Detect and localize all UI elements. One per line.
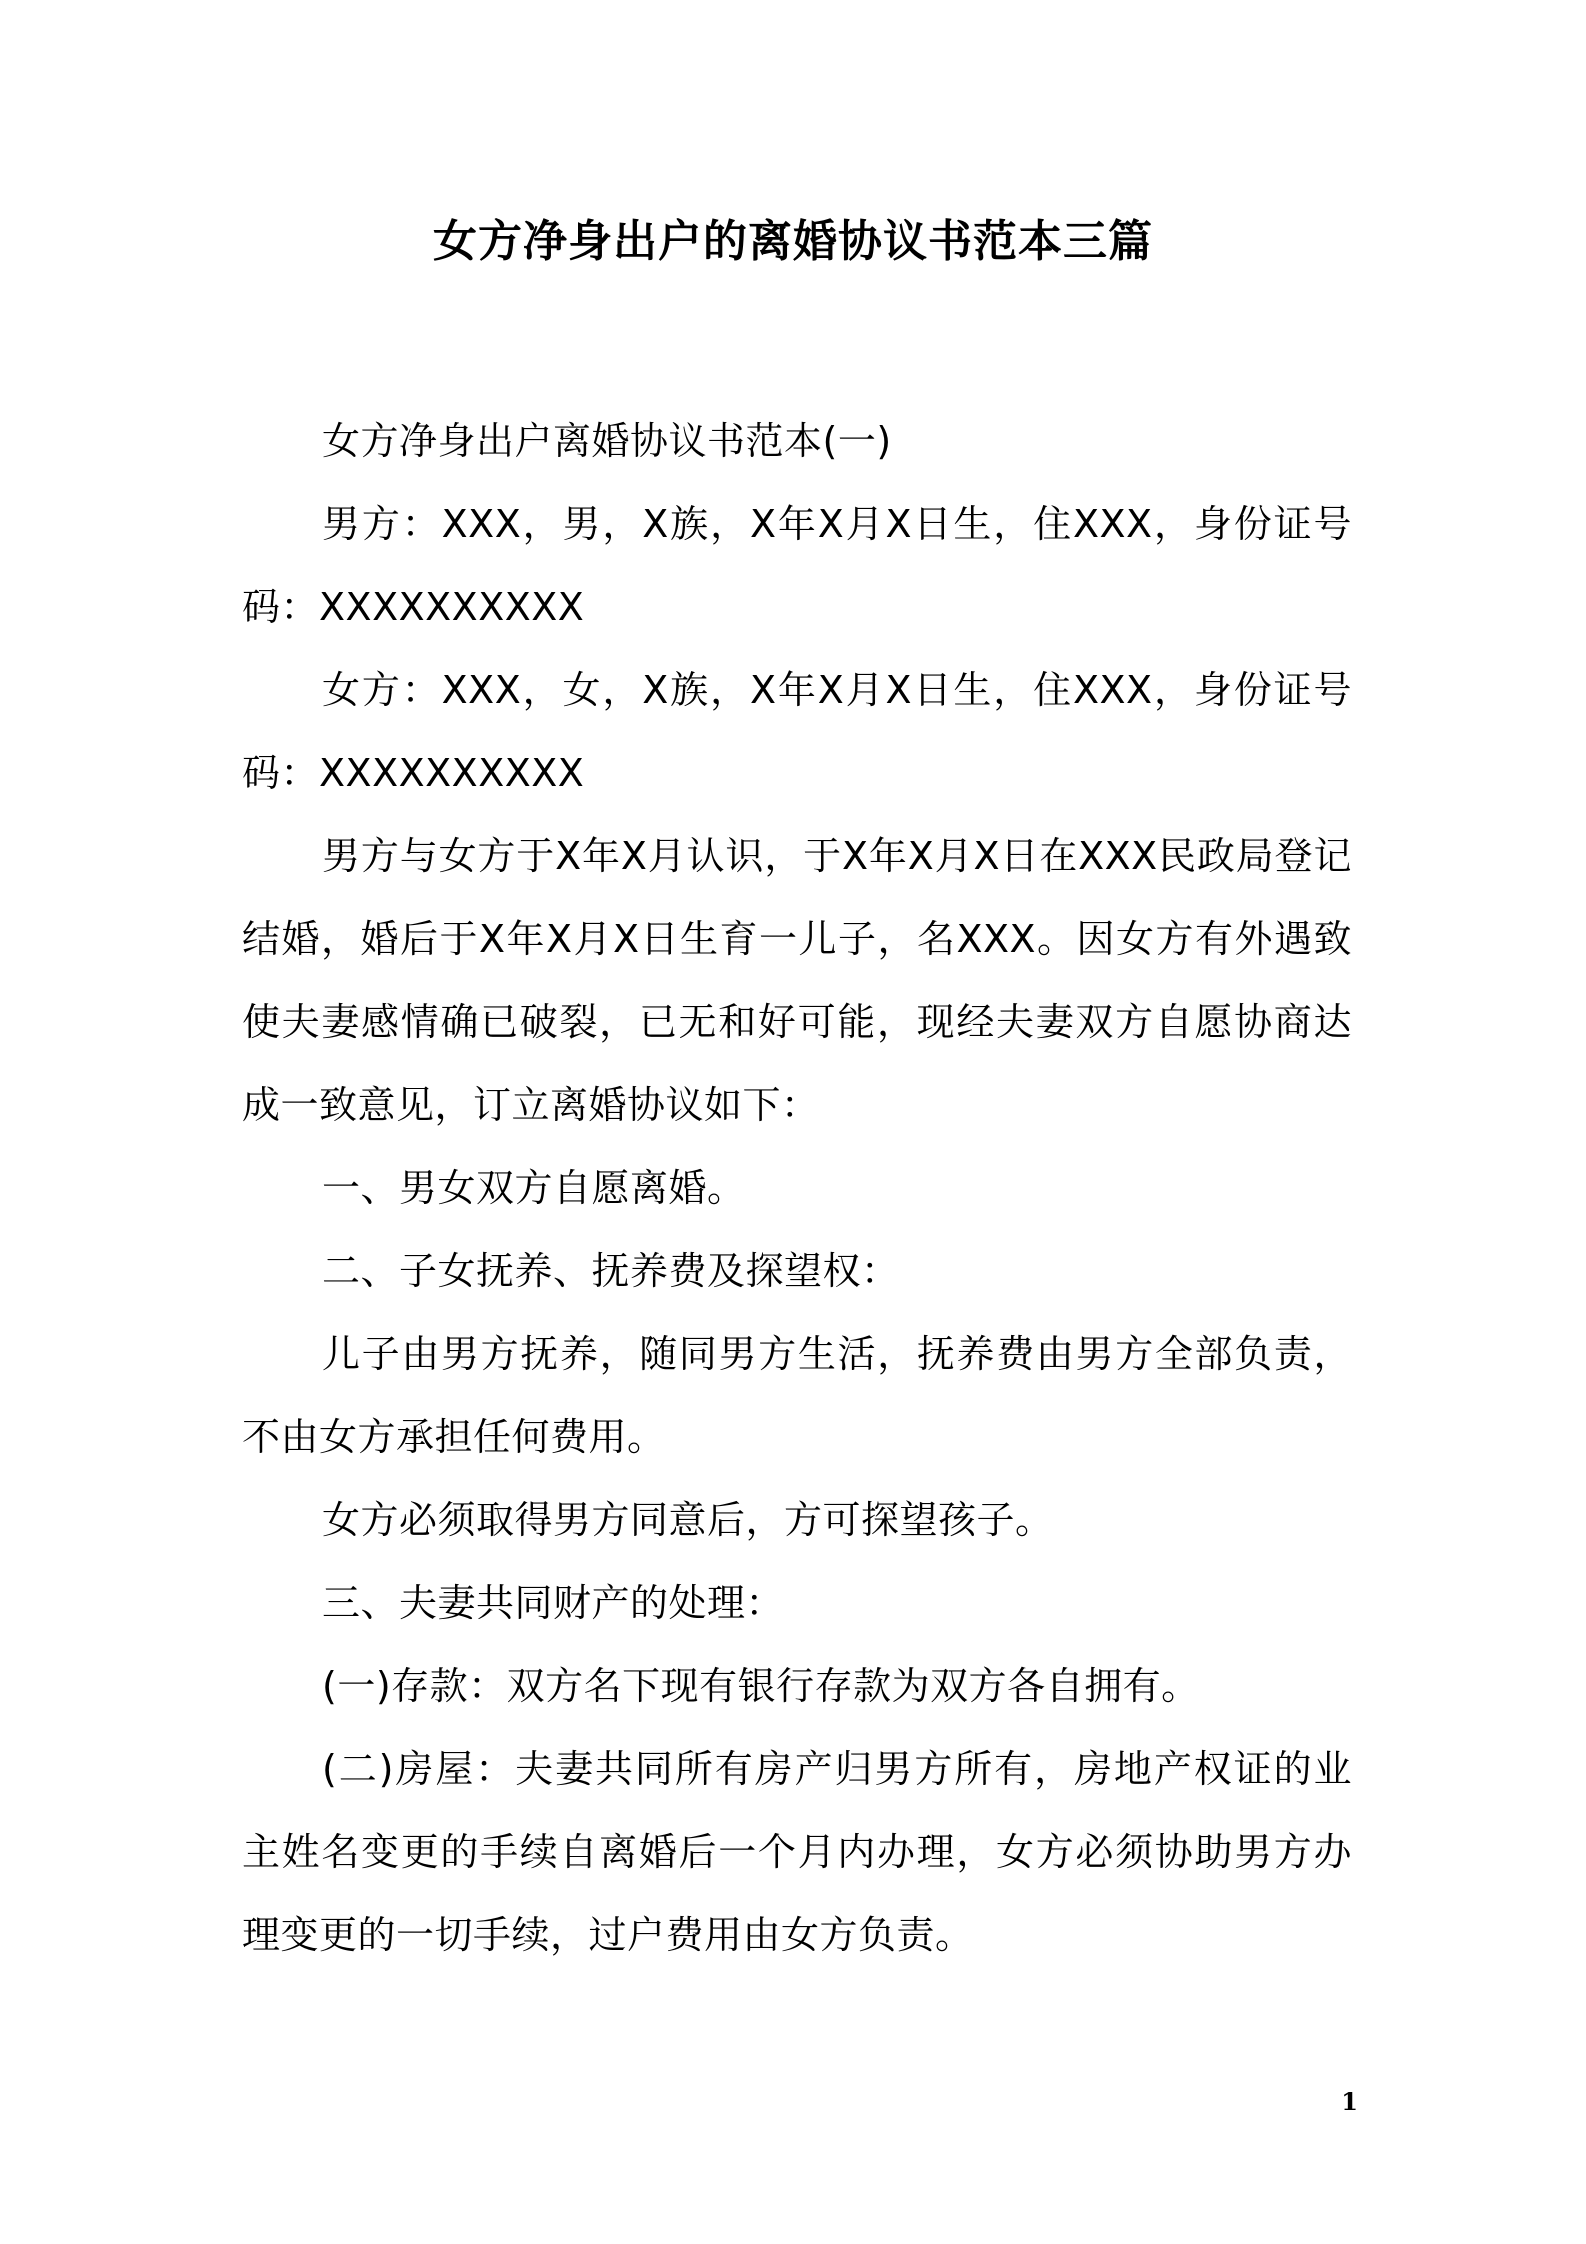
paragraph-visitation: 女方必须取得男方同意后，方可探望孩子。	[322, 1498, 1054, 1542]
paragraph-background: 男方与女方于X年X月认识，于X年X月X日在XXX民政局登记结婚，婚后于X年X月X日生育一儿子，名XXX。因女方有外遇致使夫妻感情确已破裂，已无和好可能，现经夫妻双方自愿协商达成一致意见，订立离婚协议如下：	[242, 834, 1352, 1127]
paragraph-female-party: 女方：XXX，女，X族，X年X月X日生，住XXX，身份证号码：XXXXXXXXXX	[242, 668, 1352, 795]
paragraph-clause-1: 一、男女双方自愿离婚。	[322, 1166, 746, 1210]
paragraph-clause-2: 二、子女抚养、抚养费及探望权：	[322, 1249, 900, 1293]
paragraph-clause-3: 三、夫妻共同财产的处理：	[322, 1581, 785, 1625]
paragraph-housing: (二)房屋：夫妻共同所有房产归男方所有，房地产权证的业主姓名变更的手续自离婚后一个月内办理，女方必须协助男方办理变更的一切手续，过户费用由女方负责。	[242, 1747, 1352, 1957]
paragraph-section-heading: 女方净身出户离婚协议书范本(一)	[322, 419, 892, 463]
paragraph-savings: (一)存款：双方名下现有银行存款为双方各自拥有。	[322, 1664, 1200, 1708]
document-body	[242, 400, 1352, 1977]
document-title: 女方净身出户的离婚协议书范本三篇	[433, 216, 1153, 267]
page-number: 1	[1341, 2087, 1358, 2116]
paragraph-male-party: 男方：XXX，男，X族，X年X月X日生，住XXX，身份证号码：XXXXXXXXXX	[242, 502, 1352, 629]
paragraph-custody: 儿子由男方抚养，随同男方生活，抚养费由男方全部负责，不由女方承担任何费用。	[242, 1332, 1352, 1459]
